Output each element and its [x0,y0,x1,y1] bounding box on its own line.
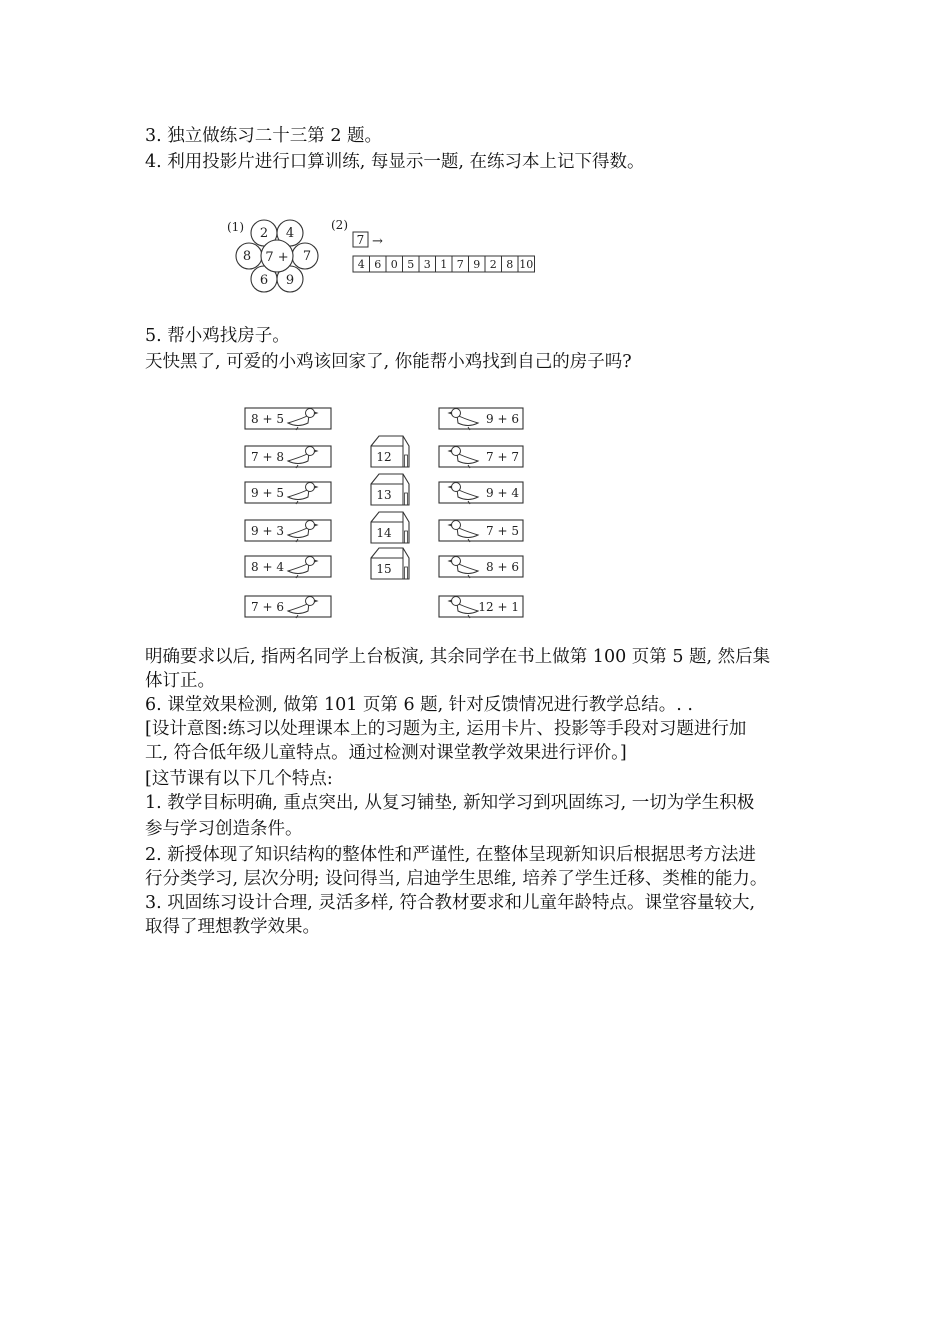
house-number: 15 [376,562,392,576]
paragraph-instructions-2: 体订正。 [145,671,215,691]
number-cell-text: 9 [473,258,481,271]
chick-head [452,447,461,456]
chick-expression: 7 + 7 [486,450,519,464]
chick-card-right [439,482,523,504]
petal-number: 4 [285,226,295,241]
paragraph-feature-3a: 3. 巩固练习设计合理, 灵活多样, 符合教材要求和儿童年龄特点。课堂容量较大, [145,893,756,913]
house [371,474,409,505]
chick-card-left [245,596,331,618]
paragraph-features-heading: [这节课有以下几个特点: [145,769,333,789]
chick-expression: 9 + 6 [486,412,519,426]
number-cell-text: 10 [519,258,534,271]
chick-expression: 7 + 6 [251,600,284,614]
chick-card-left [245,556,331,578]
paragraph-design-intent-2: 工, 符合低年级儿童特点。通过检测对课堂教学效果进行评价。] [145,743,627,763]
paragraph-feature-1b: 参与学习创造条件。 [145,819,303,839]
number-cell-text: 1 [440,258,448,271]
number-cell-text: 2 [489,258,497,271]
number-cell-text: 3 [423,258,431,271]
paragraph-feature-2a: 2. 新授体现了知识结构的整体性和严谨性, 在整体呈现新知识后根据思考方法进 [145,845,756,865]
chick-head [306,483,315,492]
chick-card-left [245,482,331,504]
number-cell-text: 5 [407,258,415,271]
paragraph-feature-2b: 行分类学习, 层次分明; 设问得当, 启迪学生思维, 培养了学生迁移、类椎的能力。 [145,869,768,889]
petal-number: 2 [259,226,269,241]
chick-card-right [439,446,523,468]
paragraph-exercise-3: 3. 独立做练习二十三第 2 题。 [145,126,383,146]
chick-expression: 9 + 4 [486,486,519,500]
chick-expression: 8 + 5 [251,412,284,426]
figure-label-2: (2) [331,218,348,232]
number-cell-text: 6 [374,258,382,271]
chick-head [306,409,315,418]
start-card-number: 7 [356,233,365,247]
house [371,548,409,579]
house-number: 13 [376,488,392,502]
paragraph-story: 天快黑了, 可爱的小鸡该回家了, 你能帮小鸡找到自己的房子吗? [145,352,632,372]
chick-head [306,447,315,456]
house [371,436,409,467]
chick-card-left [245,446,331,468]
figure-label-1: (1) [227,220,244,234]
chick-head [306,557,315,566]
chick-expression: 7 + 8 [251,450,284,464]
mental-math-figure [225,215,625,295]
arrow-glyph: → [372,234,383,249]
chick-card-left [245,520,331,542]
house-number: 14 [376,526,392,540]
house [371,512,409,543]
paragraph-exercise-4: 4. 利用投影片进行口算训练, 每显示一题, 在练习本上记下得数。 [145,152,645,172]
chick-head [306,521,315,530]
house-number: 12 [376,450,392,464]
chick-expression: 8 + 6 [486,560,519,574]
paragraph-feature-3b: 取得了理想教学效果。 [145,917,320,937]
paragraph-feature-1a: 1. 教学目标明确, 重点突出, 从复习铺垫, 新知学习到巩固练习, 一切为学生积极 [145,793,755,813]
paragraph-exercise-5: 5. 帮小鸡找房子。 [145,326,290,346]
paragraph-instructions-1: 明确要求以后, 指两名同学上台板演, 其余同学在书上做第 100 页第 5 题, 然后集 [145,647,771,667]
number-strip [353,256,535,272]
number-cell-text: 4 [357,258,365,271]
chick-card-right [439,556,523,578]
chick-card-right [439,408,523,430]
number-cell-text: 0 [390,258,398,271]
chick-card-right [439,596,523,618]
number-cell-text: 8 [506,258,514,271]
flower-center-text: 7 + [265,250,289,265]
chick-head [452,521,461,530]
petal-number: 8 [242,249,252,264]
chick-expression: 9 + 5 [251,486,284,500]
chick-house-figure [240,400,540,630]
chick-expression: 12 + 1 [478,600,519,614]
chick-card-left [245,408,331,430]
chick-head [452,597,461,606]
chick-expression: 7 + 5 [486,524,519,538]
chick-head [306,597,315,606]
paragraph-exercise-6: 6. 课堂效果检测, 做第 101 页第 6 题, 针对反馈情况进行教学总结。. . [145,695,693,715]
number-cell-text: 7 [456,258,464,271]
chick-card-right [439,520,523,542]
chick-expression: 8 + 4 [251,560,284,574]
petal-number: 7 [302,249,312,264]
chick-head [452,409,461,418]
petal-number: 6 [259,273,269,288]
chick-expression: 9 + 3 [251,524,284,538]
chick-head [452,557,461,566]
paragraph-design-intent-1: [设计意图:练习以处理课本上的习题为主, 运用卡片、投影等手段对习题进行加 [145,719,747,739]
chick-head [452,483,461,492]
petal-number: 9 [285,273,295,288]
